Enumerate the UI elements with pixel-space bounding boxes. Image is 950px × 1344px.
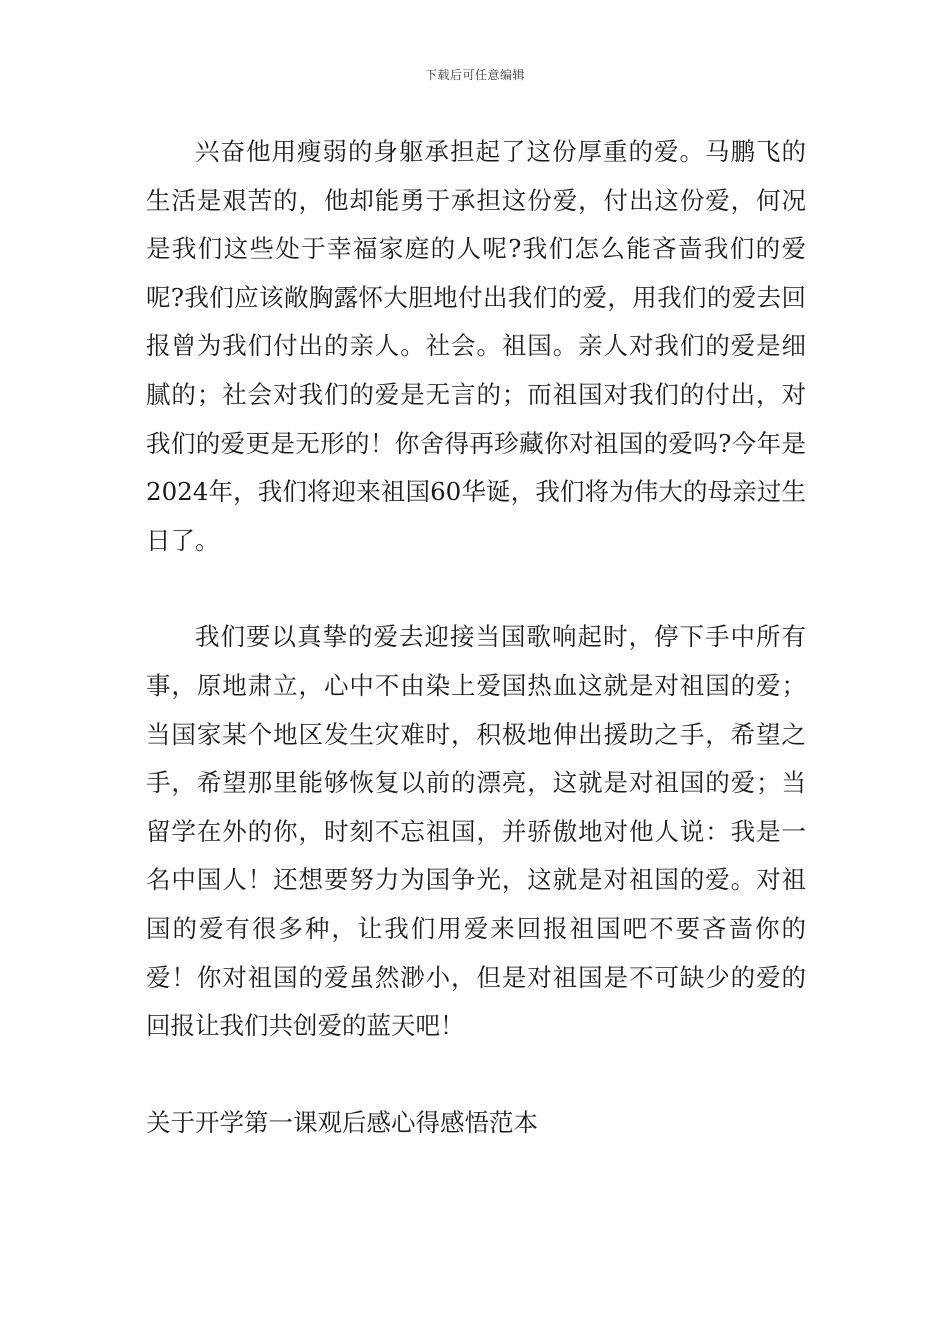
document-body (146, 128, 806, 1147)
header-note: 下载后可任意编辑 (424, 68, 525, 82)
body-paragraph-1: 兴奋他用瘦弱的身躯承担起了这份厚重的爱。马鹏飞的生活是艰苦的，他却能勇于承担这份爱，付出这份爱，何况是我们这些处于幸福家庭的人呢?我们怎么能吝啬我们的爱呢?我们应该敞胸露怀大胆地付出我们的爱，用我们的爱去回报曾为我们付出的亲人。社会。祖国。亲人对我们的爱是细腻的；社会对我们的爱是无言的；而祖国对我们的付出，对我们的爱更是无形的！你舍得再珍藏你对祖国的爱吗?今年是2024年，我们将迎来祖国60华诞，我们将为伟大的母亲过生日了。 (146, 137, 806, 555)
section-heading: 关于开学第一课观后感心得感悟范本 (146, 1107, 538, 1137)
body-paragraph-2: 我们要以真挚的爱去迎接当国歌响起时，停下手中所有事，原地肃立，心中不由染上爱国热血这就是对祖国的爱；当国家某个地区发生灾难时，积极地伸出援助之手，希望之手，希望那里能够恢复以前的漂亮，这就是对祖国的爱；当留学在外的你，时刻不忘祖国，并骄傲地对他人说：我是一名中国人！还想要努力为国争光，这就是对祖国的爱。对祖国的爱有很多种，让我们用爱来回报祖国吧不要吝啬你的爱！你对祖国的爱虽然渺小，但是对祖国是不可缺少的爱的回报让我们共创爱的蓝天吧！ (146, 622, 806, 1041)
